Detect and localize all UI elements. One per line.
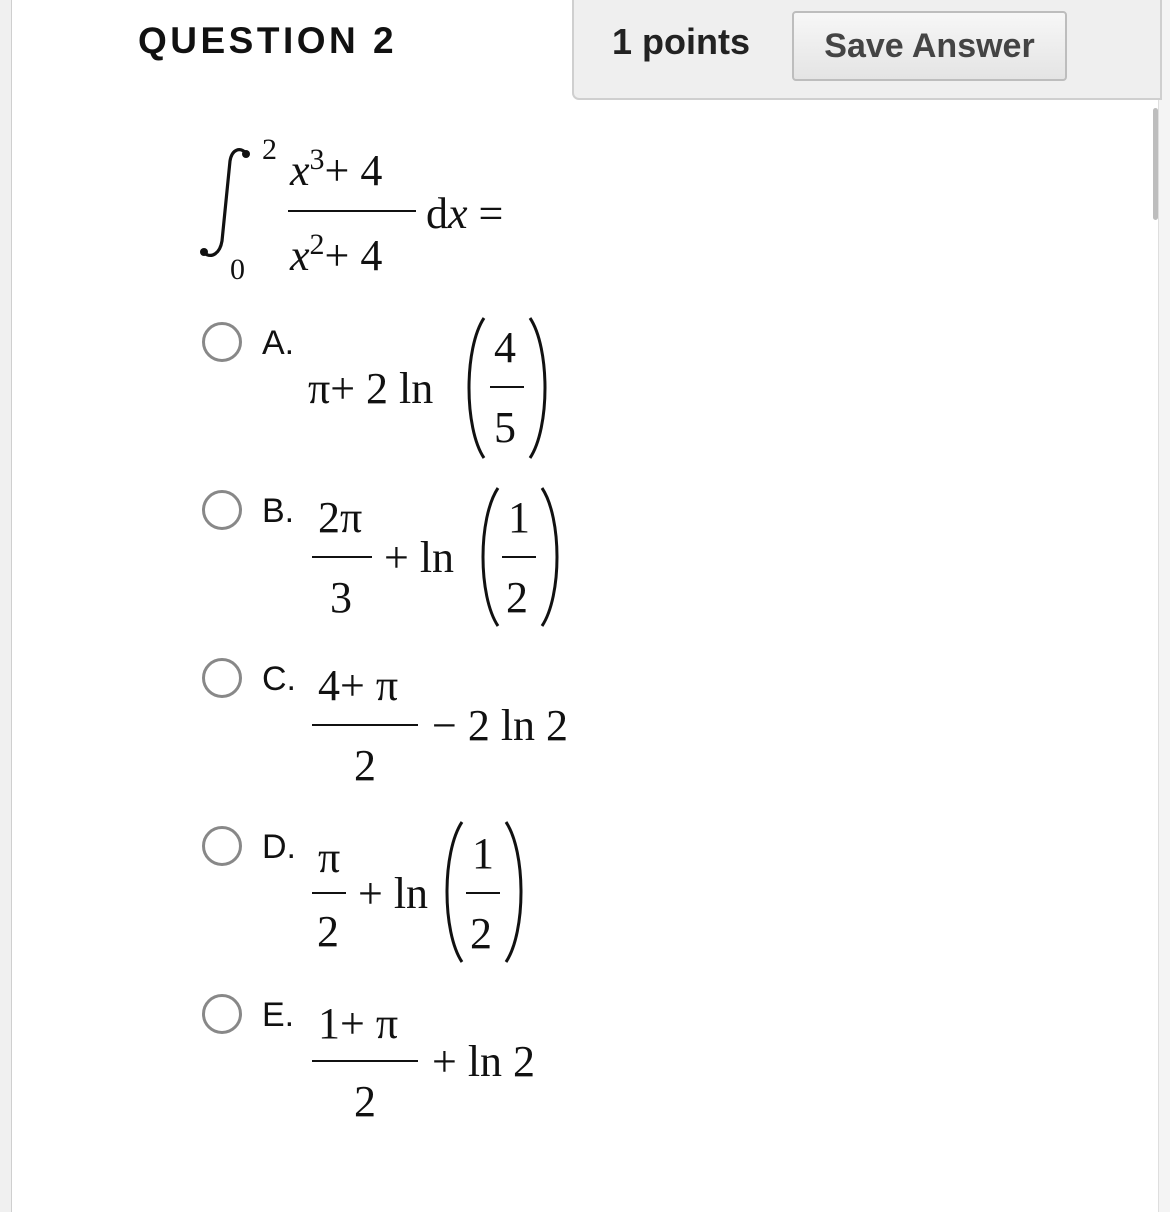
option-e-tail: + ln 2 bbox=[432, 1037, 536, 1086]
integral-sign-icon bbox=[196, 145, 256, 263]
option-a-letter: A. bbox=[262, 324, 295, 362]
option-c-letter: C. bbox=[262, 660, 296, 698]
integral-lower-limit: 0 bbox=[230, 253, 245, 286]
option-c-den: 2 bbox=[354, 741, 376, 790]
option-d-fraction-bar bbox=[312, 892, 346, 894]
scrollbar-track[interactable] bbox=[1158, 0, 1170, 1212]
option-d-radio[interactable] bbox=[202, 826, 242, 866]
option-d-letter: D. bbox=[262, 828, 296, 866]
option-e-letter: E. bbox=[262, 996, 295, 1034]
option-b-ln: + ln bbox=[384, 533, 455, 582]
integral-dx: dx = bbox=[426, 189, 504, 238]
points-label: 1 points bbox=[612, 21, 751, 62]
option-b-arg-bar bbox=[502, 556, 536, 558]
option-a-fraction-bar bbox=[490, 386, 524, 388]
question-panel bbox=[11, 0, 1159, 1212]
save-answer-button[interactable]: Save Answer bbox=[792, 11, 1067, 81]
option-d-arg-num: 1 bbox=[472, 829, 494, 878]
option-c-fraction-bar bbox=[312, 724, 418, 726]
option-a-radio[interactable] bbox=[202, 322, 242, 362]
option-e-num: 1+ π bbox=[318, 999, 399, 1048]
right-paren-icon bbox=[526, 314, 556, 462]
integral-fraction-bar bbox=[288, 210, 416, 212]
question-title: QUESTION 2 bbox=[138, 20, 398, 61]
left-paren-icon bbox=[458, 314, 488, 462]
option-d-ln: + ln bbox=[358, 869, 429, 918]
option-b-radio[interactable] bbox=[202, 490, 242, 530]
right-paren-icon bbox=[538, 484, 568, 630]
integral-upper-limit: 2 bbox=[262, 133, 277, 166]
option-a-expr: π+ 2 ln bbox=[308, 364, 434, 413]
option-d-arg-den: 2 bbox=[470, 909, 492, 958]
option-e-fraction-bar bbox=[312, 1060, 418, 1062]
option-b-letter: B. bbox=[262, 492, 295, 530]
option-e-radio[interactable] bbox=[202, 994, 242, 1034]
left-paren-icon bbox=[472, 484, 502, 630]
option-b-fraction-bar bbox=[312, 556, 372, 558]
option-a-den: 5 bbox=[494, 403, 516, 452]
right-paren-icon bbox=[502, 818, 532, 966]
left-paren-icon bbox=[436, 818, 466, 966]
option-d-num: π bbox=[318, 833, 341, 882]
option-c-tail: − 2 ln 2 bbox=[432, 701, 569, 750]
option-b-arg-num: 1 bbox=[508, 493, 530, 542]
option-b-arg-den: 2 bbox=[506, 573, 528, 622]
integral-denominator: $x^2+ 4$ bbox=[290, 228, 383, 280]
scrollbar-thumb[interactable] bbox=[1153, 108, 1158, 220]
option-b-num: 2π bbox=[318, 493, 363, 542]
option-a-num: 4 bbox=[494, 323, 516, 372]
option-d-arg-bar bbox=[466, 892, 500, 894]
option-d-den: 2 bbox=[317, 907, 339, 956]
option-c-num: 4+ π bbox=[318, 661, 399, 710]
option-c-radio[interactable] bbox=[202, 658, 242, 698]
integral-numerator: $x^3+ 4$ bbox=[290, 143, 383, 195]
option-b-den: 3 bbox=[330, 573, 352, 622]
option-e-den: 2 bbox=[354, 1077, 376, 1126]
